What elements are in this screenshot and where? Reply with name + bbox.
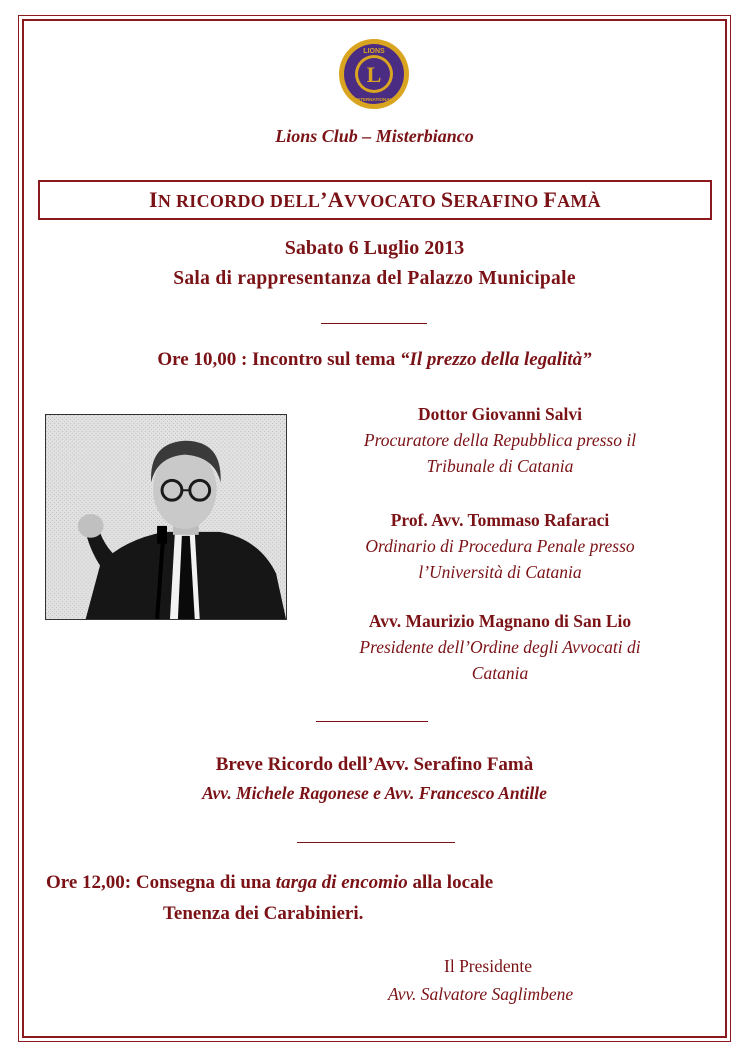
session-theme: “Il prezzo della legalità” [400, 349, 592, 370]
speaker-name: Prof. Avv. Tommaso Rafaraci [390, 510, 610, 530]
logo-text-bottom: INTERNATIONAL [355, 97, 393, 102]
event-title: IN RICORDO DELL’AVVOCATO SERAFINO FAMÀ [38, 180, 712, 220]
speaker-photo [45, 414, 287, 620]
speaker-3 [300, 608, 700, 686]
lions-logo-icon [338, 38, 410, 110]
speaker-2 [300, 507, 700, 585]
speaker-name: Avv. Maurizio Magnano di San Lio [368, 611, 632, 631]
speaker-role: Presidente dell’Ordine degli Avvocati di [359, 637, 641, 657]
speaker-role: Tribunale di Catania [426, 456, 574, 476]
ceremony-line-1: Ore 12,00: Consegna di una targa di encomio alla locale [46, 872, 494, 893]
signature-name: Avv. Salvatore Saglimbene [388, 984, 574, 1004]
speaker-role: Procuratore della Repubblica presso il [363, 430, 637, 450]
svg-text:L: L [366, 62, 382, 87]
divider [321, 323, 427, 324]
event-venue: Sala di rappresentanza del Palazzo Municipale [173, 268, 576, 289]
club-name: Lions Club – Misterbianco [275, 126, 474, 146]
ceremony-highlight: targa di encomio [275, 872, 408, 893]
session-heading: Ore 10,00 : Incontro sul tema “Il prezzo della legalità” [157, 349, 592, 370]
signature-role: Il Presidente [444, 956, 532, 976]
speaker-role: l’Università di Catania [418, 562, 582, 582]
logo-text-top: LIONS [363, 48, 385, 55]
divider [297, 842, 455, 843]
speaker-role: Ordinario di Procedura Penale presso [365, 536, 635, 556]
speaker-1 [300, 401, 700, 479]
event-date: Sabato 6 Luglio 2013 [284, 237, 465, 259]
speaker-name: Dottor Giovanni Salvi [417, 404, 582, 424]
memorial-speakers: Avv. Michele Ragonese e Avv. Francesco Antille [202, 783, 547, 803]
memorial-title: Breve Ricordo dell’Avv. Serafino Famà [215, 754, 534, 775]
divider [316, 721, 428, 722]
ceremony-line-2: Tenenza dei Carabinieri. [163, 903, 364, 924]
speaker-role: Catania [471, 663, 529, 683]
